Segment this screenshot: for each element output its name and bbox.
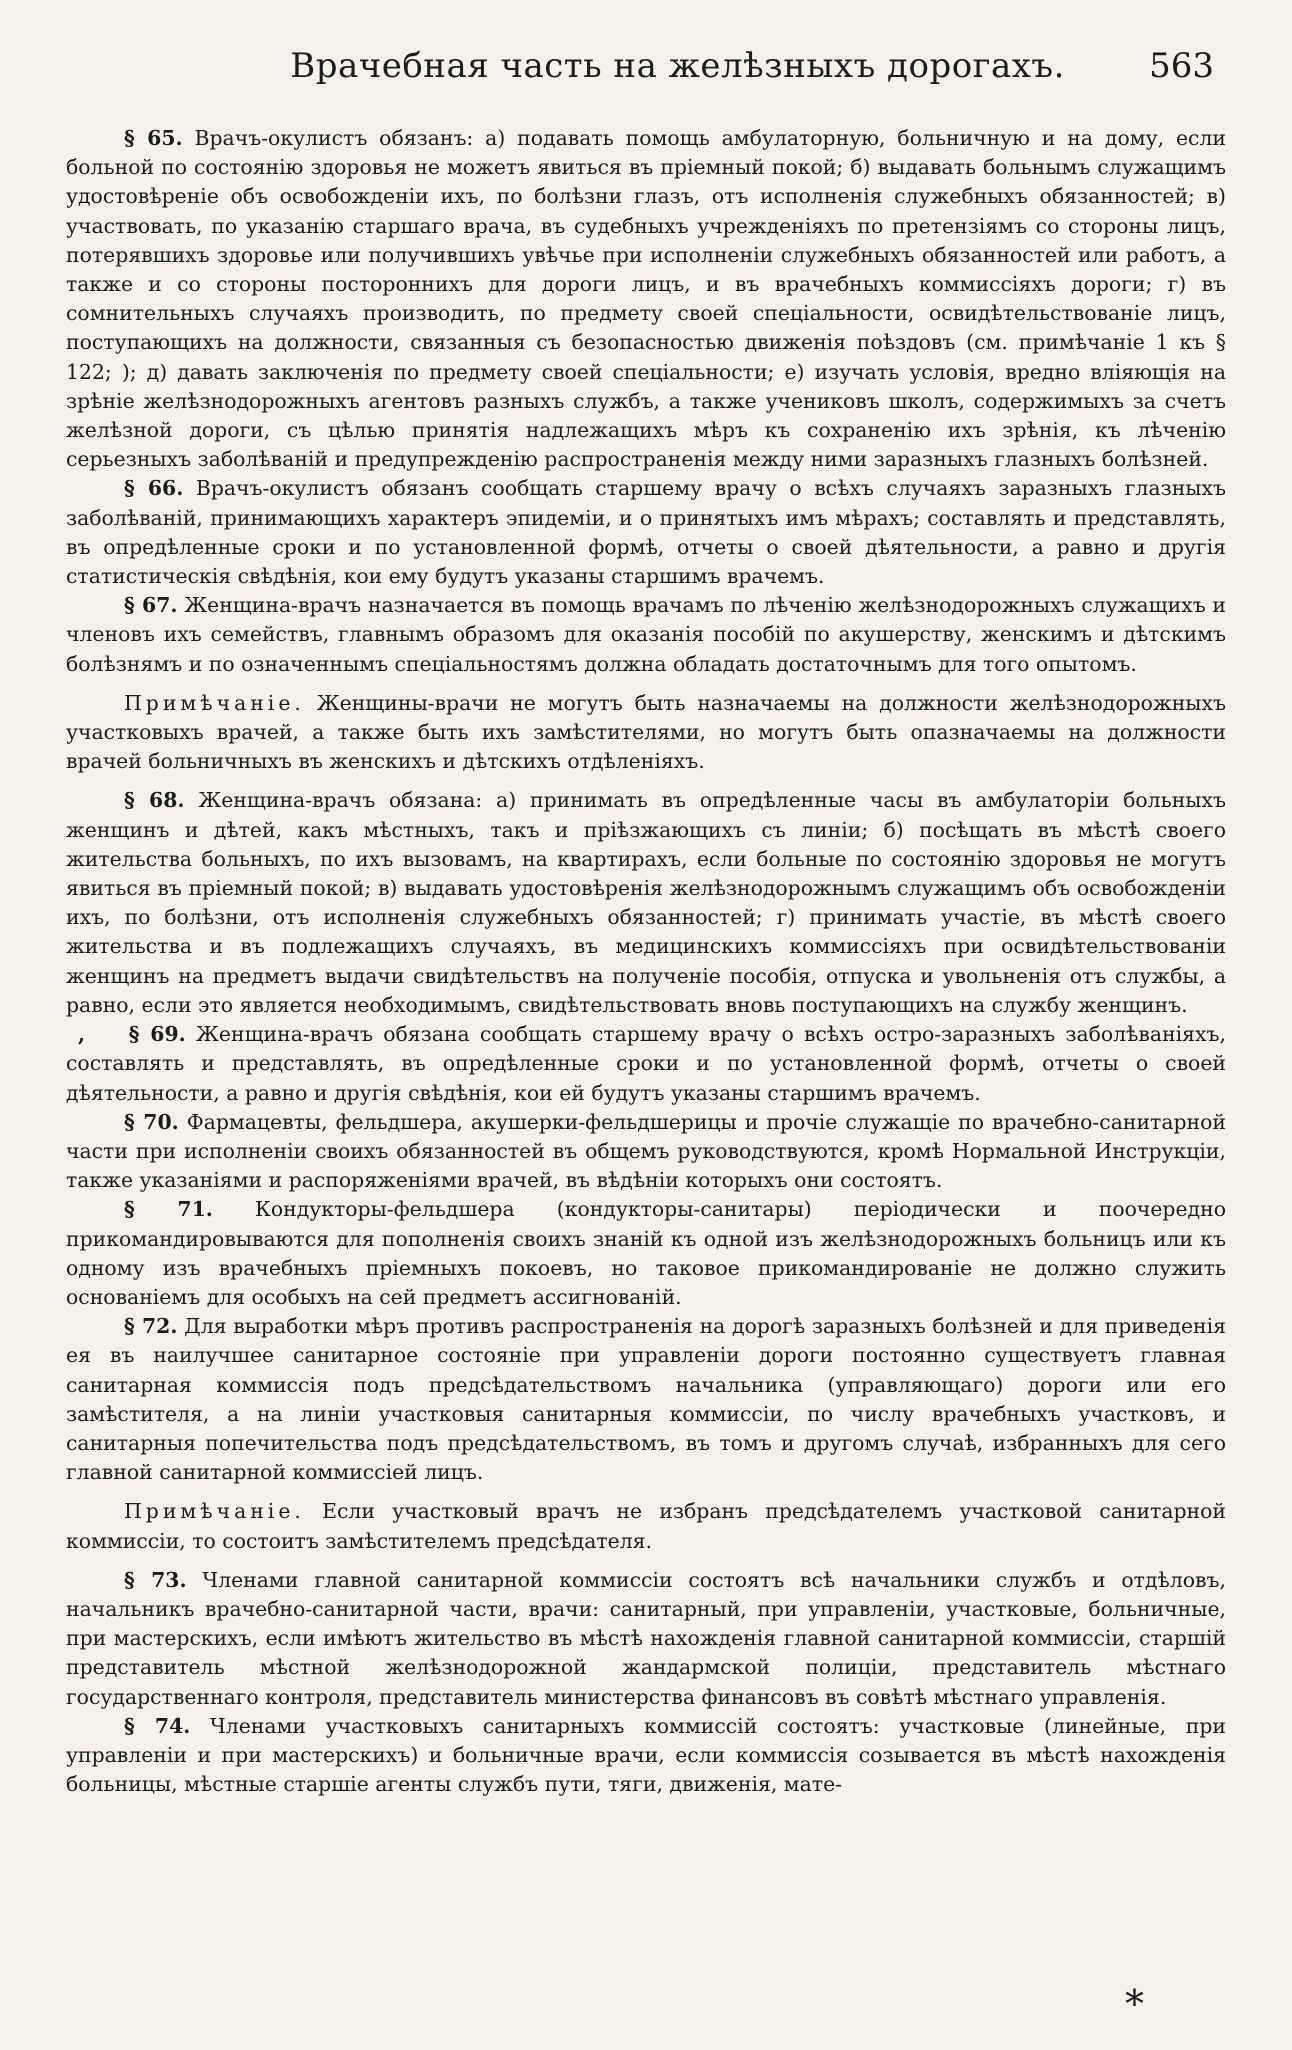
- paragraph-66: [66, 474, 1226, 591]
- section-label: § 67.: [124, 593, 178, 618]
- paragraph-70: [66, 1108, 1226, 1196]
- paragraph-text: Членами участковыхъ санитарныхъ коммиссій состоятъ: участковые (линейные, при управленіи и при мастерскихъ) и больничные врачи, если коммиссія созывается въ мѣстѣ нахожденія больницы, мѣстные старшіе агенты службъ пути, тяги, движенія, мате-: [66, 1713, 1226, 1797]
- page-title: Врачебная часть на желѣзныхъ дорогахъ.: [290, 46, 1065, 86]
- note-label: Примѣчаніе.: [124, 690, 305, 715]
- section-label: § 74.: [124, 1713, 191, 1738]
- paragraph-text: Врачъ-окулистъ обязанъ: а) подавать помощь амбулаторную, больничную и на дому, если больной по состоянію здоровья не можетъ явиться въ пріемный покой; б) выдавать больнымъ служащимъ удостовѣреніе объ освобожденіи ихъ, по болѣзни глазъ, отъ исполненія служебныхъ обязанностей; в) участвовать, по указанію старшаго врача, въ судебныхъ учрежденіяхъ по претензіямъ со стороны лицъ, потерявшихъ здоровье или получившихъ увѣчье при исполненіи служебныхъ обязанностей или работъ, а также и со стороны постороннихъ для дороги лицъ, и въ врачебныхъ коммиссіяхъ дороги; г) въ сомнительныхъ случаяхъ производить, по предмету своей спеціальности, освидѣтельствованіе лицъ, поступающихъ на должности, связанныя съ безопасностью движенія поѣздовъ (см. примѣчаніе 1 къ § 122; ); д) давать заключенія по предмету своей спеціальности; е) изучать условія, вредно вліяющія на зрѣніе желѣзнодорожныхъ агентовъ разныхъ службъ, а также учениковъ школъ, содержимыхъ за счетъ желѣзной дороги, съ цѣлью принятія надлежащихъ мѣръ къ сохраненію ихъ зрѣнія, къ лѣченію серьезныхъ заболѣваній и предупрежденію распространенія между ними заразныхъ глазныхъ болѣзней.: [66, 126, 1226, 472]
- paragraph-72: [66, 1312, 1226, 1487]
- note-72: [66, 1497, 1226, 1555]
- section-label: § 65.: [124, 126, 183, 150]
- body-text: [66, 124, 1226, 1799]
- note-67: [66, 689, 1226, 777]
- section-label: § 66.: [124, 476, 184, 501]
- paragraph-text: Кондукторы-фельдшера (кондукторы-санитары) періодически и поочередно прикомандировываются для пополненія своихъ знаній къ одной изъ желѣзнодорожныхъ больницъ или къ одному изъ врачебныхъ пріемныхъ покоевъ, но таковое прикомандированіе не должно служить основаніемъ для особыхъ на сей предметъ ассигнованій.: [66, 1197, 1226, 1309]
- paragraph-67: [66, 591, 1226, 679]
- note-label: Примѣчаніе.: [124, 1499, 305, 1524]
- note-text: Женщины-врачи не могутъ быть назначаемы на должности желѣзнодорожныхъ участковыхъ врачей, а также быть ихъ замѣстителями, но могутъ быть опазначаемы на должности врачей больничныхъ въ женскихъ и дѣтскихъ отдѣленіяхъ.: [66, 690, 1226, 774]
- note-text: Если участковый врачъ не избранъ предсѣдателемъ участковой санитарной коммиссіи, то состоитъ замѣстителемъ предсѣдателя.: [66, 1499, 1226, 1553]
- paragraph-69: [66, 1020, 1226, 1108]
- running-head: [206, 46, 1226, 86]
- page-number: 563: [1149, 46, 1214, 86]
- section-label: § 72.: [124, 1314, 178, 1339]
- paragraph-73: [66, 1566, 1226, 1712]
- paragraph-text: Женщина-врачъ обязана: а) принимать въ опредѣленные часы въ амбулаторіи больныхъ женщинъ и дѣтей, какъ мѣстныхъ, такъ и пріѣзжающихъ съ линіи; б) посѣщать въ мѣстѣ своего жительства больныхъ, по ихъ вызовамъ, на квартирахъ, если больные по состоянію здоровья не могутъ явиться въ пріемный покой; в) выдавать удостовѣренія желѣзнодорожнымъ служащимъ объ освобожденіи ихъ, по болѣзни, отъ исполненія служебныхъ обязанностей; г) принимать участіе, въ мѣстѣ своего жительства и въ подлежащихъ случаяхъ, въ медицинскихъ коммиссіяхъ при освидѣтельствованіи женщинъ на предметъ выдачи свидѣтельствъ на полученіе пособія, отпуска и увольненія отъ службы, а равно, если это является необходимымъ, свидѣтельствовать вновь поступающихъ на службу женщинъ.: [66, 788, 1226, 1017]
- section-label: § 70.: [124, 1109, 179, 1134]
- section-label: , § 69.: [78, 1022, 186, 1047]
- paragraph-text: Для выработки мѣръ противъ распространенія на дорогѣ заразныхъ болѣзней и для приведенія ея въ наилучшее санитарное состояніе при управленіи дороги постоянно существуетъ главная санитарная коммиссія подъ предсѣдательствомъ начальника (управляющаго) дороги или его замѣстителя, а на линіи участковыя санитарныя коммиссіи, по числу врачебныхъ участковъ, и санитарныя попечительства подъ предсѣдательствомъ, въ томъ и другомъ случаѣ, избранныхъ для сего главной санитарной коммиссіей лицъ.: [66, 1314, 1226, 1485]
- section-label: § 71.: [124, 1197, 213, 1222]
- paragraph-text: Членами главной санитарной коммиссіи состоятъ всѣ начальники службъ и отдѣловъ, начальникъ врачебно-санитарной части, врачи: санитарный, при управленіи, участковые, больничные, при мастерскихъ, если имѣютъ жительство въ мѣстѣ нахожденія главной санитарной коммиссіи, старшій представитель мѣстной желѣзнодорожной жандармской полиціи, представитель мѣстнаго государственнаго контроля, представитель министерства финансовъ въ совѣтѣ мѣстнаго управленія.: [66, 1567, 1226, 1709]
- signature-mark: *: [1125, 1982, 1144, 2026]
- paragraph-text: Женщина-врачъ обязана сообщать старшему врачу о всѣхъ остро-заразныхъ заболѣваніяхъ, составлять и представлять, въ опредѣленные сроки и по установленной формѣ, отчеты о своей дѣятельности, а равно и другія свѣдѣнія, кои ей будутъ указаны старшимъ врачемъ.: [66, 1022, 1226, 1105]
- paragraph-74: [66, 1712, 1226, 1800]
- paragraph-text: Женщина-врачъ назначается въ помощь врачамъ по лѣченію желѣзнодорожныхъ служащихъ и членовъ ихъ семействъ, главнымъ образомъ для оказанія пособій по акушерству, женскимъ и дѣтскимъ болѣзнямъ и по означеннымъ спеціальностямъ должна обладать достаточнымъ для того опытомъ.: [66, 593, 1226, 676]
- paragraph-71: [66, 1195, 1226, 1312]
- paragraph-text: Фармацевты, фельдшера, акушерки-фельдшерицы и прочіе служащіе по врачебно-санитарной части при исполненіи своихъ обязанностей въ общемъ руководствуются, кромѣ Нормальной Инструкціи, также указаніями и распоряженіями врачей, въ вѣдѣніи которыхъ они состоятъ.: [66, 1109, 1226, 1193]
- section-label: § 73.: [124, 1567, 187, 1592]
- paragraph-text: Врачъ-окулистъ обязанъ сообщать старшему врачу о всѣхъ случаяхъ заразныхъ глазныхъ заболѣваній, принимающихъ характеръ эпидеміи, и о принятыхъ имъ мѣрахъ; составлять и представлять, въ опредѣленные сроки и по установленной формѣ, отчеты о своей дѣятельности, а равно и другія статистическія свѣдѣнія, кои ему будутъ указаны старшимъ врачемъ.: [66, 476, 1226, 589]
- paragraph-68: [66, 786, 1226, 1020]
- section-label: § 68.: [124, 788, 185, 813]
- paragraph-65: [66, 124, 1226, 474]
